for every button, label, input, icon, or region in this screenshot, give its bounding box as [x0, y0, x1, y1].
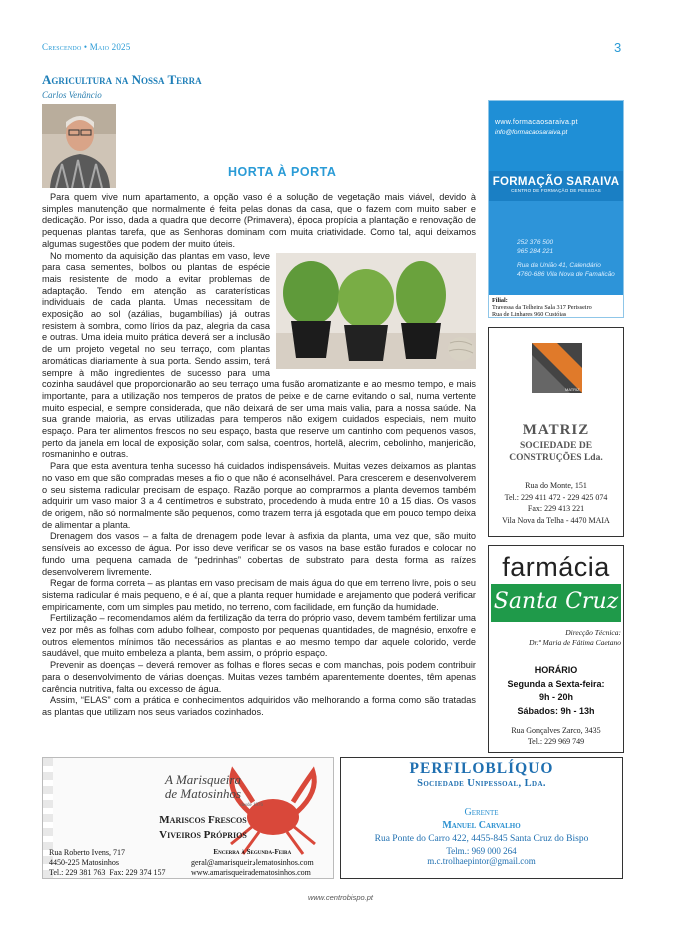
ad-perfil-sub: Sociedade Unipessoal, Lda. [417, 778, 546, 789]
ad-farmacia-hours2: 9h - 20h [538, 692, 573, 702]
ad-matriz-name: MATRIZ [522, 422, 590, 438]
ad-marisqueira-online [191, 848, 314, 877]
ad-marisqueira-web: www.amarisqueiradematosinhos.com [191, 867, 311, 877]
ad-marisqueira-name [143, 773, 263, 801]
ad-formacao-address2: 4760-686 Vila Nova de Famalicão [517, 270, 615, 278]
article-paragraph: Fertilização – recomendamos além da fertilização da terra do próprio vaso, devem também fertilizar uma vez por mês as folhas com adubo folhear, composto por pequenas quantidades, de magnésio, enxofre e outros elementos mínimos tão necessários as plantas e ao mesmo tempo dar aquele colorido, verde saudável, que muito embeleza a planta, bem assim, o próprio espaço. [42, 613, 476, 659]
ad-farmacia-name1: farmácia [502, 552, 610, 582]
ad-perfil-address: Rua Ponte do Carro 422, 4455-845 Santa Cruz do Bispo [374, 834, 589, 844]
ad-marisqueira-name2: de Matosinhos [164, 786, 242, 801]
ad-formacao-tagline: CENTRO DE FORMAÇÃO DE PESSOAS [511, 188, 601, 193]
ad-marisqueira-address2: 4450-225 Matosinhos [49, 857, 119, 867]
ad-farmacia-dir-name: Dr.ª Maria de Fátima Caetano [529, 638, 621, 647]
ad-formacao-saraiva[interactable] [488, 100, 624, 318]
ad-matriz-sub1: SOCIEDADE DE [519, 441, 593, 451]
ad-farmacia-hours-title: HORÁRIO [534, 665, 578, 675]
ad-formacao-address1: Rua da União 41, Calendário [517, 262, 601, 269]
ad-formacao-contacts [489, 201, 623, 295]
author-photo-illustration [42, 104, 116, 188]
ad-matriz[interactable] [488, 327, 624, 537]
issue-label: Crescendo • Maio 2025 [42, 42, 131, 52]
matriz-logo-icon [532, 343, 582, 393]
article-paragraph: Drenagem dos vasos – a falta de drenagem pode levar à asfixia da planta, uma vez que, são muito sensíveis ao excesso de água. Por isso deve verificar se os vasos na base estão furados e colocar no fundo uma pequena camada de “pedrinhas” cobertas de substrato para desta forma as raízes desenvolverem livremente. [42, 531, 476, 577]
ad-farmacia-direction [489, 628, 621, 648]
ad-formacao-filial2: Rua de Linhares 960 Custóias [492, 311, 567, 318]
ad-matriz-sub [489, 440, 623, 464]
ad-farmacia-hours3: Sábados: 9h - 13h [517, 705, 595, 716]
ad-matriz-fax: Fax: 229 413 221 [527, 504, 585, 513]
ad-marisqueira[interactable] [42, 757, 334, 879]
ad-formacao-url: www.formacaosaraiva.pt [495, 119, 578, 126]
ad-formacao-brand-bar [489, 171, 623, 201]
herb-pots-photo [276, 253, 476, 369]
ad-marisqueira-email: geral@amarisqueirادematosinhos.com [191, 857, 314, 867]
ad-farmacia-dir-label: Direcção Técnica: [565, 628, 621, 637]
ad-farmacia-hours1: Segunda a Sexta-feira: [507, 678, 605, 689]
ad-formacao-email: info@formacaosaraiva.pt [495, 129, 568, 136]
ad-perfil-person: Manuel Carvalho [442, 820, 521, 831]
ad-matriz-sub2: CONSTRUÇÕES Lda. [509, 453, 603, 463]
ad-marisqueira-tag1: Mariscos Frescos [159, 814, 247, 826]
ad-perfil-email[interactable]: m.c.trolhaepintor@gmail.com [427, 856, 536, 866]
author-photo [42, 104, 116, 188]
ad-marisqueira-fax: Fax: 229 374 157 [109, 867, 166, 877]
ad-perfil-role: Gerente [464, 807, 499, 818]
ad-matriz-city: Vila Nova da Telha - 4470 MAIA [502, 515, 610, 525]
ad-marisqueira-address [49, 848, 166, 877]
article-paragraph: Regar de forma correta – as plantas em vaso precisam de mais água do que em terreno livre, pois o seu sistema radicular é mais pequeno, e é aí, que a planta requer humidade e arejamento que poderá verificar empiricamente, com um simples pau metido, no terreno, com facilidade, em função da humidade. [42, 578, 476, 612]
ad-marisqueira-name1: A Marisqueira [165, 772, 241, 787]
ad-farmacia-contacts [489, 726, 623, 747]
matriz-logo-text: MATRIZ [565, 387, 580, 392]
ad-matriz-tel: Tel.: 229 411 472 - 229 425 074 [504, 492, 608, 502]
ad-farmacia-hours [489, 664, 623, 718]
article-paragraph: Prevenir as doenças – deverá remover as folhas e flores secas e com manchas, pois podem contribuir para o desenvolvimento de várias doenças. Muitas vezes também aparentemente doentes, têm apenas carência nutritiva, falta ou excesso de água. [42, 660, 476, 694]
ad-marisqueira-since: desde 1976 [240, 803, 263, 808]
ad-marisqueira-tag2: Viveiros Próprios [159, 829, 247, 841]
ad-perfilobliquo[interactable] [340, 757, 623, 879]
herb-pots-illustration [276, 253, 476, 369]
article-paragraph: Assim, “ELAS” com a prática e conhecimentos adquiridos vão melhorando a forma como são tratadas as plantas que utilizam nos seus variados cozinhados. [42, 695, 476, 717]
ad-formacao-filial-label: Filial: [492, 297, 508, 304]
ad-matriz-address: Rua do Monte, 151 [525, 481, 587, 490]
ad-matriz-contacts [489, 480, 623, 526]
author-name: Carlos Venâncio [42, 90, 102, 100]
ad-farmacia-address: Rua Gonçalves Zarco, 3435 [511, 726, 601, 735]
ad-marisqueira-tel: Tel.: 229 381 763 [49, 867, 106, 877]
ad-formacao-top [489, 101, 623, 171]
ad-formacao-phone1: 252 376 500 [517, 239, 554, 246]
ad-formacao-filial1: Travessa da Telheira Sala 317 Perisseiro [492, 304, 592, 311]
ad-formacao-brand: FORMAÇÃO SARAIVA [492, 176, 620, 188]
ad-marisqueira-address1: Rua Roberto Ivens, 717 [49, 848, 125, 857]
ad-formacao-filial [489, 295, 624, 318]
article-paragraph: Para quem vive num apartamento, a opção vaso é a solução de vegetação mais viável, devido à simples manutenção que normalmente é feita pelas donas da casa, que o fazem com muito saber e dedicação. Por isso, dada a quadra que decorre (Primavera), época propícia a plantação e renovação de pequenas plantas tarefa, que as Senhoras dominam com muita criatividade. Como tal, aqui deixamos algumas sugestões que podem der muito úteis. [42, 192, 476, 249]
section-title: Agricultura na Nossa Terra [42, 72, 202, 87]
ad-formacao-phone2: 965 284 221 [517, 247, 554, 255]
footer-url[interactable]: www.centrobispo.pt [307, 893, 374, 902]
page-number: 3 [614, 40, 622, 55]
ad-marisqueira-closed: Encerra à Segunda-Feira [213, 848, 292, 856]
article-paragraph: No momento da aquisição das plantas em vaso, leve para casa sementes, bolbos ou plantas de espécie mais resistente de modo a evitar problemas de adaptação. Tendo em atenção as caraterísticas individuais de cada planta. Umas necessitam de exposição ao sol (azálias, bugambílias) já outras resistem à sombra, como lírios da paz, alegria da casa e outras. Uma ideia muito prática deverá ser a inclusão de um projeto vegetal no seu terraço, com plantas aromáticas diariamente à sua porta. Sendo assim, terá sempre à mão ingredientes de sucesso para uma cozinha saudável que proporcionarão ao seu terraço uma fusão aromatizante e ao mesmo tempo, e mais importante, para a utilização nos temperos de pratos de peixe e de carne evitando o sal, numa vertente muito especial, e sempre considerada, que não deixará de ser uma mais valia, para a nossa saúde. Na sua grande maioria, as ervas utilizadas para temperos não exigem cuidados especiais, nem muito espaço. Para ter alimentos frescos no seu espaço, basta que reserve um cantinho com pequenos vasos, perto da janela em local de exposição solar, com salsa, coentros, hortelã, alecrim, cebolinho, manjericão, rosmaninho e outras. [42, 250, 476, 460]
ad-perfil-name: PERFILOBLÍQUO [409, 760, 554, 777]
ad-farmacia-name2: Santa Cruz [491, 584, 621, 622]
ad-farmacia-santa-cruz[interactable] [488, 545, 624, 753]
article-body [42, 192, 476, 719]
article-paragraph: Para que esta aventura tenha sucesso há cuidados indispensáveis. Muitas vezes deixamos as plantas no vaso em que são compradas meses a fio o que não é aconselhável. Para crescerem e desenvolverem o seu sistema radicular precisam de espaço. Razão porque ao comprarmos a planta devemos também adquirir um vaso maior 3 a 4 centímetros e substrato, procedendo à muda entre 10 a 15 dias. Os vasos de origem, não só normalmente são pequenos, como trazem terra já esgotada que em pouco tempo deixa de alimentar a planta. [42, 461, 476, 530]
ad-farmacia-tel: Tel.: 229 969 749 [527, 736, 585, 746]
article-title: HORTA À PORTA [228, 165, 337, 179]
ad-perfil-tel: Telm.: 969 000 264 [446, 846, 517, 856]
